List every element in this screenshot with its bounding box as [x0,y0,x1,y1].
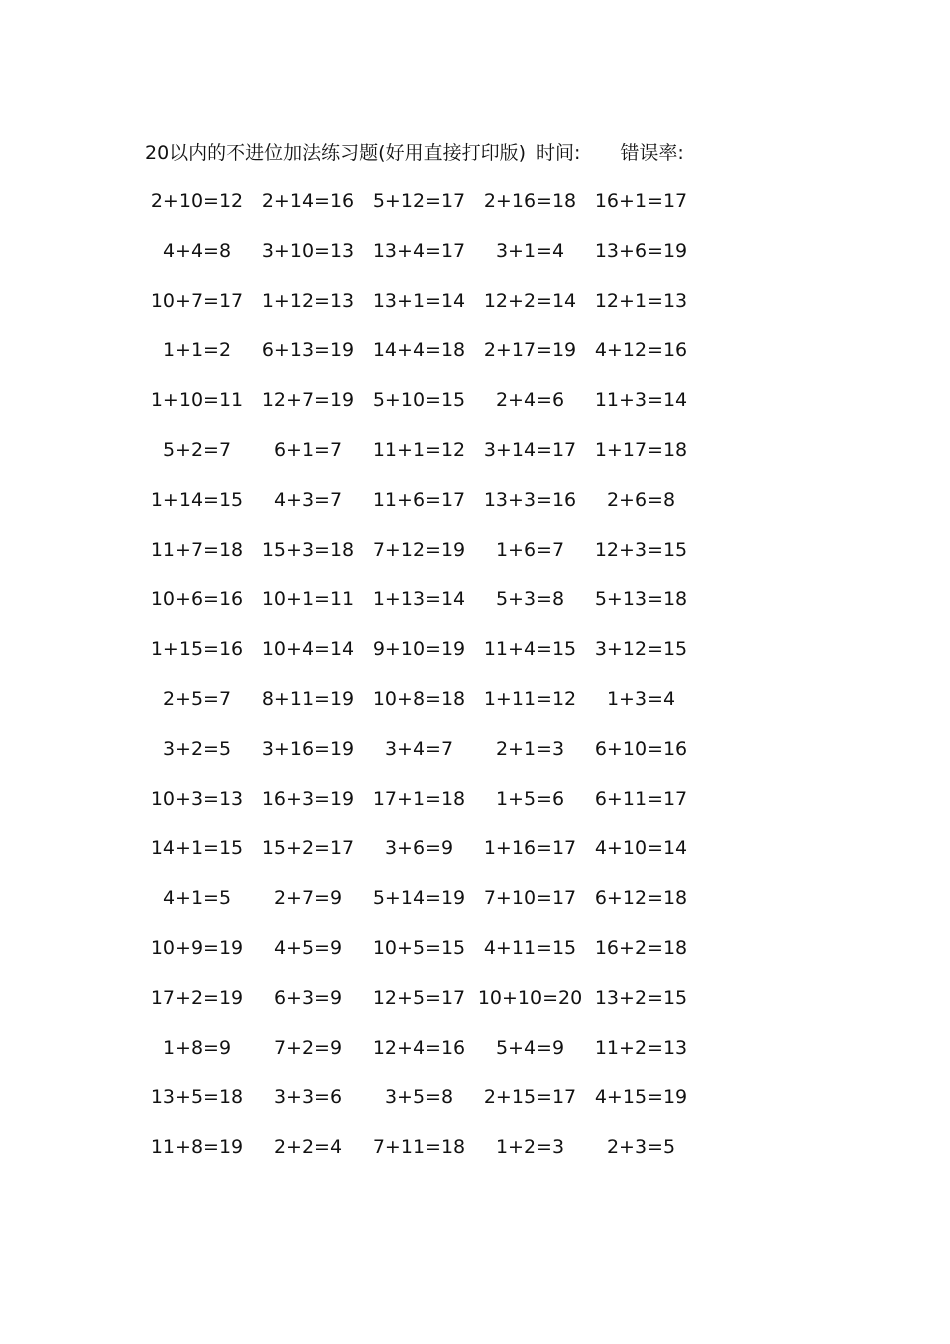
problem-cell: 16+3=19 [261,787,355,810]
problem-cell: 2+7=9 [273,887,343,910]
problem-cell: 10+7=17 [150,289,244,312]
problem-row [0,585,950,635]
problem-cell: 4+5=9 [273,936,343,959]
problem-cell: 12+1=13 [594,289,688,312]
problem-cell: 15+2=17 [261,837,355,860]
problem-cell: 2+6=8 [606,488,676,511]
problem-cell: 1+15=16 [150,638,244,661]
problem-cell: 12+3=15 [594,538,688,561]
problem-cell: 4+4=8 [162,239,232,262]
problem-cell: 7+12=19 [372,538,466,561]
problem-cell: 2+10=12 [150,190,244,212]
problem-cell: 10+1=11 [261,588,355,611]
problem-cell: 7+2=9 [273,1036,343,1059]
problem-cell: 6+10=16 [594,737,688,760]
problem-cell: 13+3=16 [483,488,577,511]
problem-cell: 5+2=7 [162,438,232,461]
problem-cell: 2+16=18 [483,190,577,212]
problem-cell: 10+10=20 [477,986,583,1009]
problem-cell: 14+4=18 [372,339,466,362]
problem-cell: 11+7=18 [150,538,244,561]
problem-cell: 5+13=18 [594,588,688,611]
problem-cell: 1+17=18 [594,438,688,461]
problem-cell: 4+12=16 [594,339,688,362]
problem-cell: 12+7=19 [261,389,355,412]
problem-cell: 4+11=15 [483,936,577,959]
problem-cell: 2+1=3 [495,737,565,760]
problem-cell: 3+10=13 [261,239,355,262]
worksheet-title: 20以内的不进位加法练习题(好用直接打印版) [145,141,527,164]
problem-row [0,1034,950,1084]
problem-cell: 10+8=18 [372,687,466,710]
problem-row [0,635,950,685]
problem-cell: 2+14=16 [261,190,355,212]
problem-cell: 1+6=7 [495,538,565,561]
problem-cell: 13+2=15 [594,986,688,1009]
error-rate-label: 错误率: [620,141,684,164]
problem-cell: 5+4=9 [495,1036,565,1059]
problem-cell: 1+8=9 [162,1036,232,1059]
problem-cell: 5+10=15 [372,389,466,412]
problem-cell: 11+3=14 [594,389,688,412]
problem-cell: 4+10=14 [594,837,688,860]
problem-cell: 17+1=18 [372,787,466,810]
problem-cell: 11+6=17 [372,488,466,511]
problem-cell: 10+6=16 [150,588,244,611]
problem-cell: 10+9=19 [150,936,244,959]
problem-cell: 5+14=19 [372,887,466,910]
problem-row [0,685,950,735]
problem-row [0,834,950,884]
problem-row [0,984,950,1034]
problem-row [0,336,950,386]
problem-cell: 5+3=8 [495,588,565,611]
problem-row [0,237,950,287]
problem-cell: 7+10=17 [483,887,577,910]
problem-row [0,436,950,486]
problem-cell: 9+10=19 [372,638,466,661]
problem-cell: 3+5=8 [384,1086,454,1109]
problem-cell: 10+4=14 [261,638,355,661]
problem-cell: 1+11=12 [483,687,577,710]
problem-cell: 1+10=11 [150,389,244,412]
problem-cell: 2+4=6 [495,389,565,412]
problem-cell: 3+3=6 [273,1086,343,1109]
problem-cell: 11+2=13 [594,1036,688,1059]
problem-cell: 12+2=14 [483,289,577,312]
problem-cell: 3+1=4 [495,239,565,262]
problem-cell: 1+13=14 [372,588,466,611]
problem-cell: 1+1=2 [162,339,232,362]
problem-cell: 12+4=16 [372,1036,466,1059]
problem-row [0,1133,950,1183]
problem-cell: 10+3=13 [150,787,244,810]
problem-cell: 2+2=4 [273,1136,343,1159]
worksheet-header [145,137,684,165]
problem-row [0,187,950,237]
problem-cell: 10+5=15 [372,936,466,959]
problem-cell: 6+3=9 [273,986,343,1009]
problem-cell: 7+11=18 [372,1136,466,1159]
problem-cell: 13+5=18 [150,1086,244,1109]
problem-cell: 2+17=19 [483,339,577,362]
problem-cell: 1+14=15 [150,488,244,511]
problem-cell: 4+1=5 [162,887,232,910]
problem-cell: 2+15=17 [483,1086,577,1109]
problem-cell: 4+3=7 [273,488,343,511]
problem-row [0,287,950,337]
problem-row [0,934,950,984]
problem-cell: 13+6=19 [594,239,688,262]
problem-row [0,735,950,785]
problem-cell: 11+4=15 [483,638,577,661]
problem-cell: 3+4=7 [384,737,454,760]
problem-row [0,536,950,586]
problem-cell: 8+11=19 [261,687,355,710]
problem-cell: 3+12=15 [594,638,688,661]
problem-cell: 11+1=12 [372,438,466,461]
problem-cell: 3+16=19 [261,737,355,760]
problem-cell: 2+5=7 [162,687,232,710]
problem-cell: 17+2=19 [150,986,244,1009]
problem-cell: 15+3=18 [261,538,355,561]
problem-cell: 12+5=17 [372,986,466,1009]
time-label: 时间: [536,141,581,164]
problem-cell: 1+16=17 [483,837,577,860]
problem-cell: 6+1=7 [273,438,343,461]
problem-cell: 6+12=18 [594,887,688,910]
problem-cell: 6+13=19 [261,339,355,362]
problem-row [0,386,950,436]
problem-row [0,486,950,536]
problem-cell: 13+1=14 [372,289,466,312]
problem-row [0,785,950,835]
problem-cell: 1+12=13 [261,289,355,312]
problem-cell: 5+12=17 [372,190,466,212]
problem-grid [0,187,950,1183]
problem-cell: 16+2=18 [594,936,688,959]
problem-cell: 6+11=17 [594,787,688,810]
problem-cell: 1+3=4 [606,687,676,710]
problem-row [0,884,950,934]
problem-cell: 3+2=5 [162,737,232,760]
problem-cell: 4+15=19 [594,1086,688,1109]
problem-cell: 11+8=19 [150,1136,244,1159]
problem-cell: 2+3=5 [606,1136,676,1159]
problem-row [0,1083,950,1133]
problem-cell: 1+5=6 [495,787,565,810]
problem-cell: 13+4=17 [372,239,466,262]
problem-cell: 16+1=17 [594,190,688,212]
problem-cell: 14+1=15 [150,837,244,860]
problem-cell: 1+2=3 [495,1136,565,1159]
problem-cell: 3+6=9 [384,837,454,860]
problem-cell: 3+14=17 [483,438,577,461]
